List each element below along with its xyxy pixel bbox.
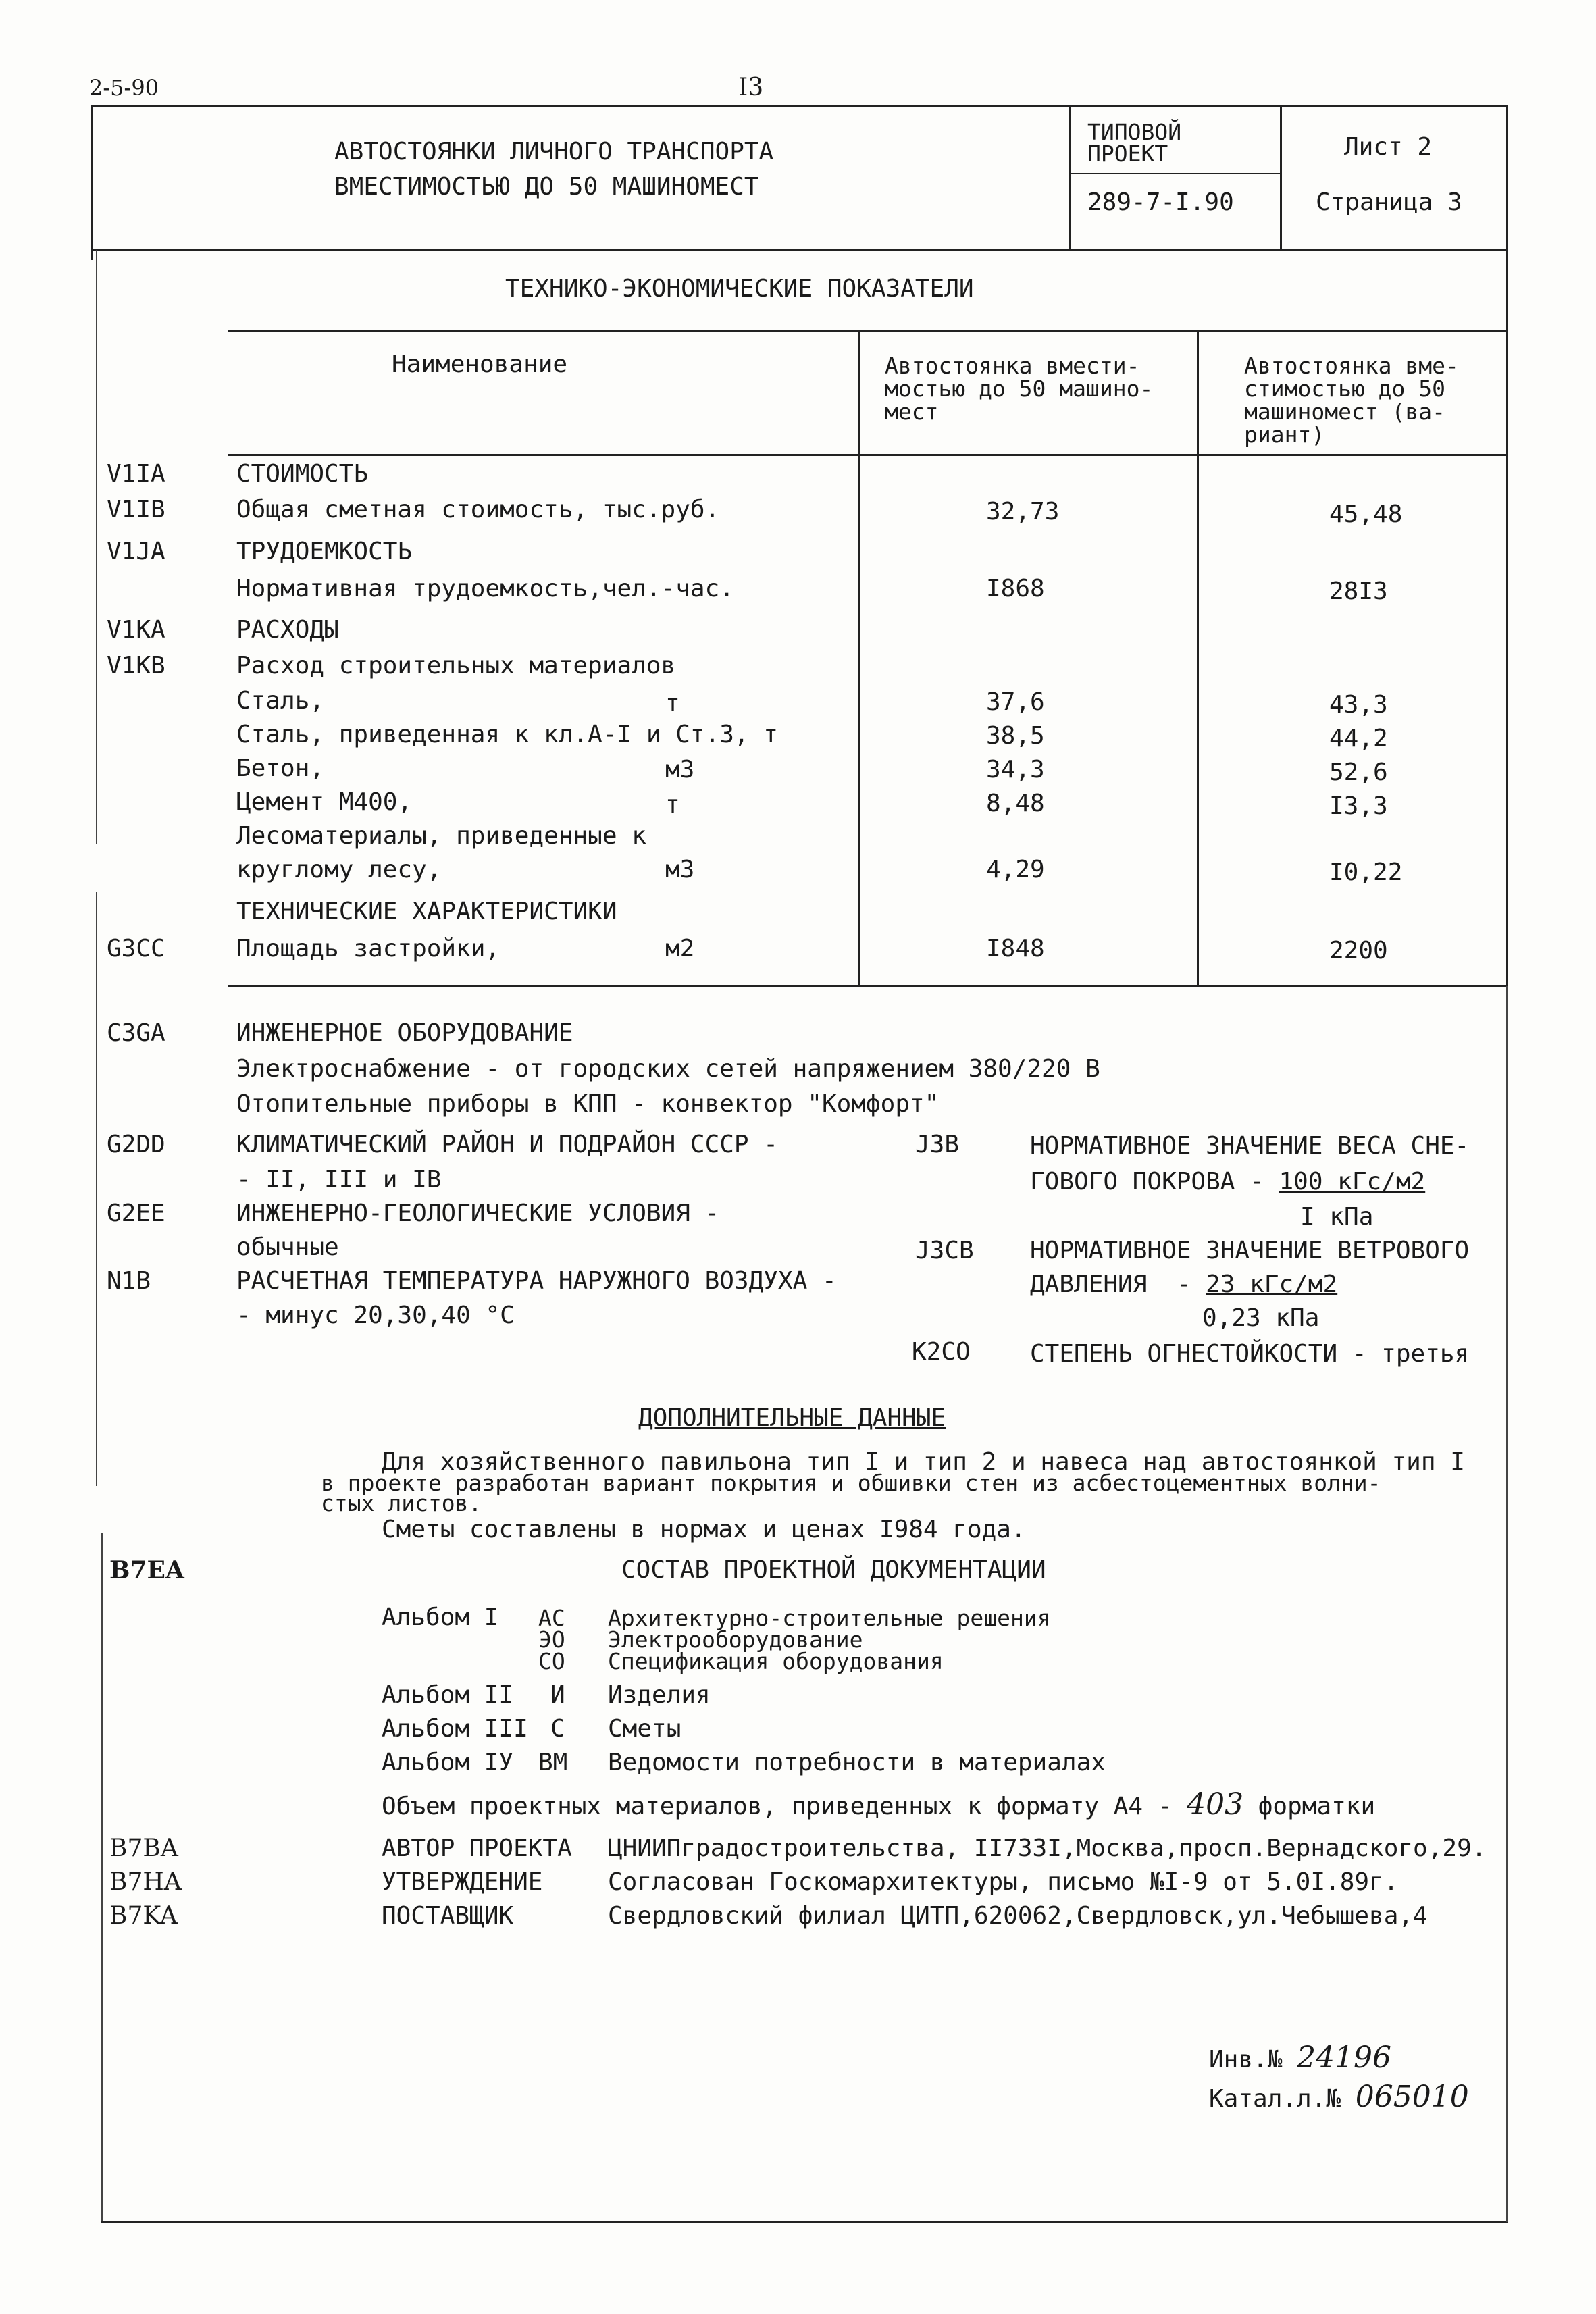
stamp-divider-1 xyxy=(1069,105,1071,250)
credit-label: УТВЕРЖДЕНИЕ xyxy=(382,1868,543,1896)
project-title-line1: АВТОСТОЯНКИ ЛИЧНОГО ТРАНСПОРТА xyxy=(334,138,774,165)
climate-code: G2DD xyxy=(107,1131,165,1158)
row-name: ТРУДОЕМКОСТЬ xyxy=(236,538,413,565)
additional-paragraph-line2: в проекте разработан вариант покрытия и обшивки стен из асбестоцементных волни- xyxy=(321,1470,1381,1496)
table-bottom-line xyxy=(228,985,1508,987)
column-header-variant2-line4: риант) xyxy=(1244,421,1325,448)
row-value-variant1: 37,6 xyxy=(986,688,1045,716)
row-unit: м3 xyxy=(665,856,695,883)
row-unit: м2 xyxy=(665,935,695,962)
row-code: V1KB xyxy=(107,652,165,679)
margin-mark-1 xyxy=(96,250,97,844)
row-name: Сталь, приведенная к кл.А-I и Ст.3, т xyxy=(236,721,778,748)
snow-kpa: I кПа xyxy=(1300,1203,1374,1231)
catalog-value: 065010 xyxy=(1355,2080,1469,2114)
volume-prefix: Объем проектных материалов, приведенных к формату А4 - xyxy=(382,1793,1173,1820)
row-value-variant1: I848 xyxy=(986,935,1045,962)
album-name: Альбом I xyxy=(382,1603,499,1631)
volume-suffix: форматки xyxy=(1258,1793,1376,1820)
credit-label: АВТОР ПРОЕКТА xyxy=(382,1834,572,1862)
catalog-number xyxy=(1209,2080,1469,2114)
row-value-variant2: I0,22 xyxy=(1329,858,1403,886)
credit-code: B7KA xyxy=(109,1902,178,1930)
album-name: Альбом III xyxy=(382,1715,528,1743)
row-name: Цемент М400, xyxy=(236,788,413,816)
wind-kpa: 0,23 кПа xyxy=(1202,1304,1320,1332)
snow-line2-prefix: ГОВОГО ПОКРОВА - xyxy=(1030,1168,1279,1195)
project-number: 289-7-I.90 xyxy=(1087,188,1234,216)
column-header-variant2-line1: Автостоянка вме- xyxy=(1244,353,1459,379)
album-description: Ведомости потребности в материалах xyxy=(608,1749,1106,1776)
table-top-line xyxy=(228,330,1508,332)
snow-value: 100 кГс/м2 xyxy=(1279,1168,1426,1195)
catalog-label: Катал.л.№ xyxy=(1209,2085,1341,2113)
wind-code: J3CB xyxy=(915,1237,974,1264)
row-name: Нормативная трудоемкость,чел.-час. xyxy=(236,575,734,602)
additional-estimates: Сметы составлены в нормах и ценах I984 года. xyxy=(382,1516,1026,1543)
column-header-name: Наименование xyxy=(392,351,568,378)
additional-paragraph-line1: Для хозяйственного павильона тип I и тип 2 и навеса над автостоянкой тип I xyxy=(382,1448,1465,1476)
album-name: Альбом II xyxy=(382,1681,514,1709)
wind-line2 xyxy=(1030,1271,1337,1298)
equipment-power-line: Электроснабжение - от городских сетей напряжением 380/220 В xyxy=(236,1055,1100,1083)
table-col-divider-1 xyxy=(858,330,860,986)
equipment-heating-line: Отопительные приборы в КПП - конвектор "Комфорт" xyxy=(236,1090,939,1118)
row-value-variant2: 52,6 xyxy=(1329,759,1388,786)
sheet-number: Лист 2 xyxy=(1344,133,1433,161)
row-value-variant1: 34,3 xyxy=(986,756,1045,783)
row-code: V1IB xyxy=(107,496,165,523)
inventory-value: 24196 xyxy=(1297,2040,1392,2075)
row-unit: т xyxy=(665,690,680,717)
credit-code: B7BA xyxy=(109,1834,178,1862)
composition-code: B7EA xyxy=(109,1556,184,1585)
temperature-line1: РАСЧЕТНАЯ ТЕМПЕРАТУРА НАРУЖНОГО ВОЗДУХА - xyxy=(236,1267,837,1295)
geology-line2: обычные xyxy=(236,1233,339,1261)
stamp-type-line2: ПРОЕКТ xyxy=(1087,140,1168,167)
row-value-variant2: 2200 xyxy=(1329,937,1388,965)
row-value-variant2: 45,48 xyxy=(1329,500,1403,528)
stamp-divider-2 xyxy=(1280,105,1282,250)
row-name: СТОИМОСТЬ xyxy=(236,460,369,488)
inventory-number xyxy=(1209,2040,1392,2075)
row-value-variant1: 38,5 xyxy=(986,722,1045,750)
climate-line2: - II, III и IВ xyxy=(236,1166,442,1193)
row-name: круглому лесу, xyxy=(236,856,442,883)
composition-title: СОСТАВ ПРОЕКТНОЙ ДОКУМЕНТАЦИИ xyxy=(621,1556,1046,1584)
frame-right-line xyxy=(1506,105,1508,986)
album-mark: ВМ xyxy=(538,1749,568,1776)
row-unit: м3 xyxy=(665,756,695,783)
credit-label: ПОСТАВЩИК xyxy=(382,1902,514,1930)
row-value-variant2: 43,3 xyxy=(1329,691,1388,719)
project-title-line2: ВМЕСТИМОСТЬЮ ДО 50 МАШИНОМЕСТ xyxy=(334,173,759,201)
page-label: Страница 3 xyxy=(1316,188,1462,216)
climate-line1: КЛИМАТИЧЕСКИЙ РАЙОН И ПОДРАЙОН СССР - xyxy=(236,1131,778,1158)
fire-code: K2CO xyxy=(912,1338,971,1366)
row-value-variant1: 4,29 xyxy=(986,856,1045,883)
wind-value: 23 кГс/м2 xyxy=(1206,1270,1338,1298)
geology-line1: ИНЖЕНЕРНО-ГЕОЛОГИЧЕСКИЕ УСЛОВИЯ - xyxy=(236,1200,720,1227)
table-col-divider-2 xyxy=(1197,330,1199,986)
wind-line1: НОРМАТИВНОЕ ЗНАЧЕНИЕ ВЕТРОВОГО xyxy=(1030,1237,1470,1264)
row-name: Общая сметная стоимость, тыс.руб. xyxy=(236,496,720,523)
row-value-variant1: 32,73 xyxy=(986,498,1060,525)
frame-top-line xyxy=(91,105,1508,107)
album-mark: АС xyxy=(538,1605,565,1631)
margin-mark-3 xyxy=(101,1533,103,2222)
additional-title: ДОПОЛНИТЕЛЬНЫЕ ДАННЫЕ xyxy=(638,1404,946,1432)
row-name: Расход строительных материалов xyxy=(236,652,676,679)
equipment-title: ИНЖЕНЕРНОЕ ОБОРУДОВАНИЕ xyxy=(236,1019,573,1047)
album-mark: ЭО xyxy=(538,1626,565,1653)
row-name: ТЕХНИЧЕСКИЕ ХАРАКТЕРИСТИКИ xyxy=(236,898,617,925)
row-code: V1IA xyxy=(107,460,165,488)
wind-line2-prefix: ДАВЛЕНИЯ - xyxy=(1030,1270,1206,1298)
column-header-variant2-line3: машиномест (ва- xyxy=(1244,398,1446,425)
snow-code: J3B xyxy=(915,1131,960,1158)
volume-value: 403 xyxy=(1187,1787,1244,1822)
column-header-variant1-line3: мест xyxy=(885,398,939,425)
temperature-code: N1B xyxy=(107,1267,151,1295)
row-name: Площадь застройки, xyxy=(236,935,500,962)
geology-code: G2EE xyxy=(107,1200,165,1227)
temperature-line2: - минус 20,30,40 °С xyxy=(236,1302,515,1329)
indicators-title: ТЕХНИКО-ЭКОНОМИЧЕСКИЕ ПОКАЗАТЕЛИ xyxy=(505,275,974,303)
row-unit: т xyxy=(665,791,680,819)
row-value-variant2: 44,2 xyxy=(1329,725,1388,752)
row-value-variant2: I3,3 xyxy=(1329,792,1388,820)
album-description: Изделия xyxy=(608,1681,711,1709)
frame-bottom-line xyxy=(101,2221,1508,2223)
additional-paragraph-line3: стых листов. xyxy=(321,1490,482,1516)
credit-code: B7HA xyxy=(109,1868,182,1896)
frame-right-line-lower xyxy=(1506,986,1508,2222)
inventory-label: Инв.№ xyxy=(1209,2046,1283,2074)
row-value-variant1: I868 xyxy=(986,575,1045,602)
column-header-variant1-line2: мостью до 50 машино- xyxy=(885,376,1154,402)
stamp-type-line1: ТИПОВОЙ xyxy=(1087,119,1182,145)
row-name: РАСХОДЫ xyxy=(236,616,339,644)
album-description: Электрооборудование xyxy=(608,1626,863,1653)
album-name: Альбом IУ xyxy=(382,1749,514,1776)
album-description: Сметы xyxy=(608,1715,681,1743)
row-value-variant2: 28I3 xyxy=(1329,577,1388,605)
album-mark: СО xyxy=(538,1648,565,1674)
column-header-variant1-line1: Автостоянка вмести- xyxy=(885,353,1140,379)
row-name: Сталь, xyxy=(236,687,325,715)
credit-value: Свердловский филиал ЦИТП,620062,Свердловск,ул.Чебышева,4 xyxy=(608,1902,1428,1930)
column-header-variant2-line2: стимостью до 50 xyxy=(1244,376,1446,402)
album-mark: И xyxy=(550,1681,565,1709)
credit-value: ЦНИИПградостроительства, II733I,Москва,просп.Вернадского,29. xyxy=(608,1834,1487,1862)
volume-line xyxy=(382,1787,1376,1822)
snow-line2 xyxy=(1030,1168,1425,1195)
equipment-code: C3GA xyxy=(107,1019,165,1047)
album-mark: С xyxy=(550,1715,565,1743)
row-code: G3CC xyxy=(107,935,165,962)
stamp-type-underline xyxy=(1069,173,1280,174)
page-number: I3 xyxy=(738,74,764,101)
album-description: Архитектурно-строительные решения xyxy=(608,1605,1051,1631)
row-name: Лесоматериалы, приведенные к xyxy=(236,822,646,850)
row-name: Бетон, xyxy=(236,754,325,782)
fire-line: СТЕПЕНЬ ОГНЕСТОЙКОСТИ - третья xyxy=(1030,1340,1470,1368)
row-code: V1JA xyxy=(107,538,165,565)
stamp-bottom-line xyxy=(91,249,1508,251)
table-header-line xyxy=(228,454,1508,456)
snow-line1: НОРМАТИВНОЕ ЗНАЧЕНИЕ ВЕСА СНЕ- xyxy=(1030,1132,1470,1160)
credit-value: Согласован Госкомархитектуры, письмо №I-9 от 5.0I.89г. xyxy=(608,1868,1399,1896)
row-value-variant1: 8,48 xyxy=(986,790,1045,817)
document-code: 2-5-90 xyxy=(89,75,159,101)
album-description: Спецификация оборудования xyxy=(608,1648,944,1674)
frame-left-line xyxy=(91,105,93,260)
row-code: V1KA xyxy=(107,616,165,644)
margin-mark-2 xyxy=(96,892,97,1486)
